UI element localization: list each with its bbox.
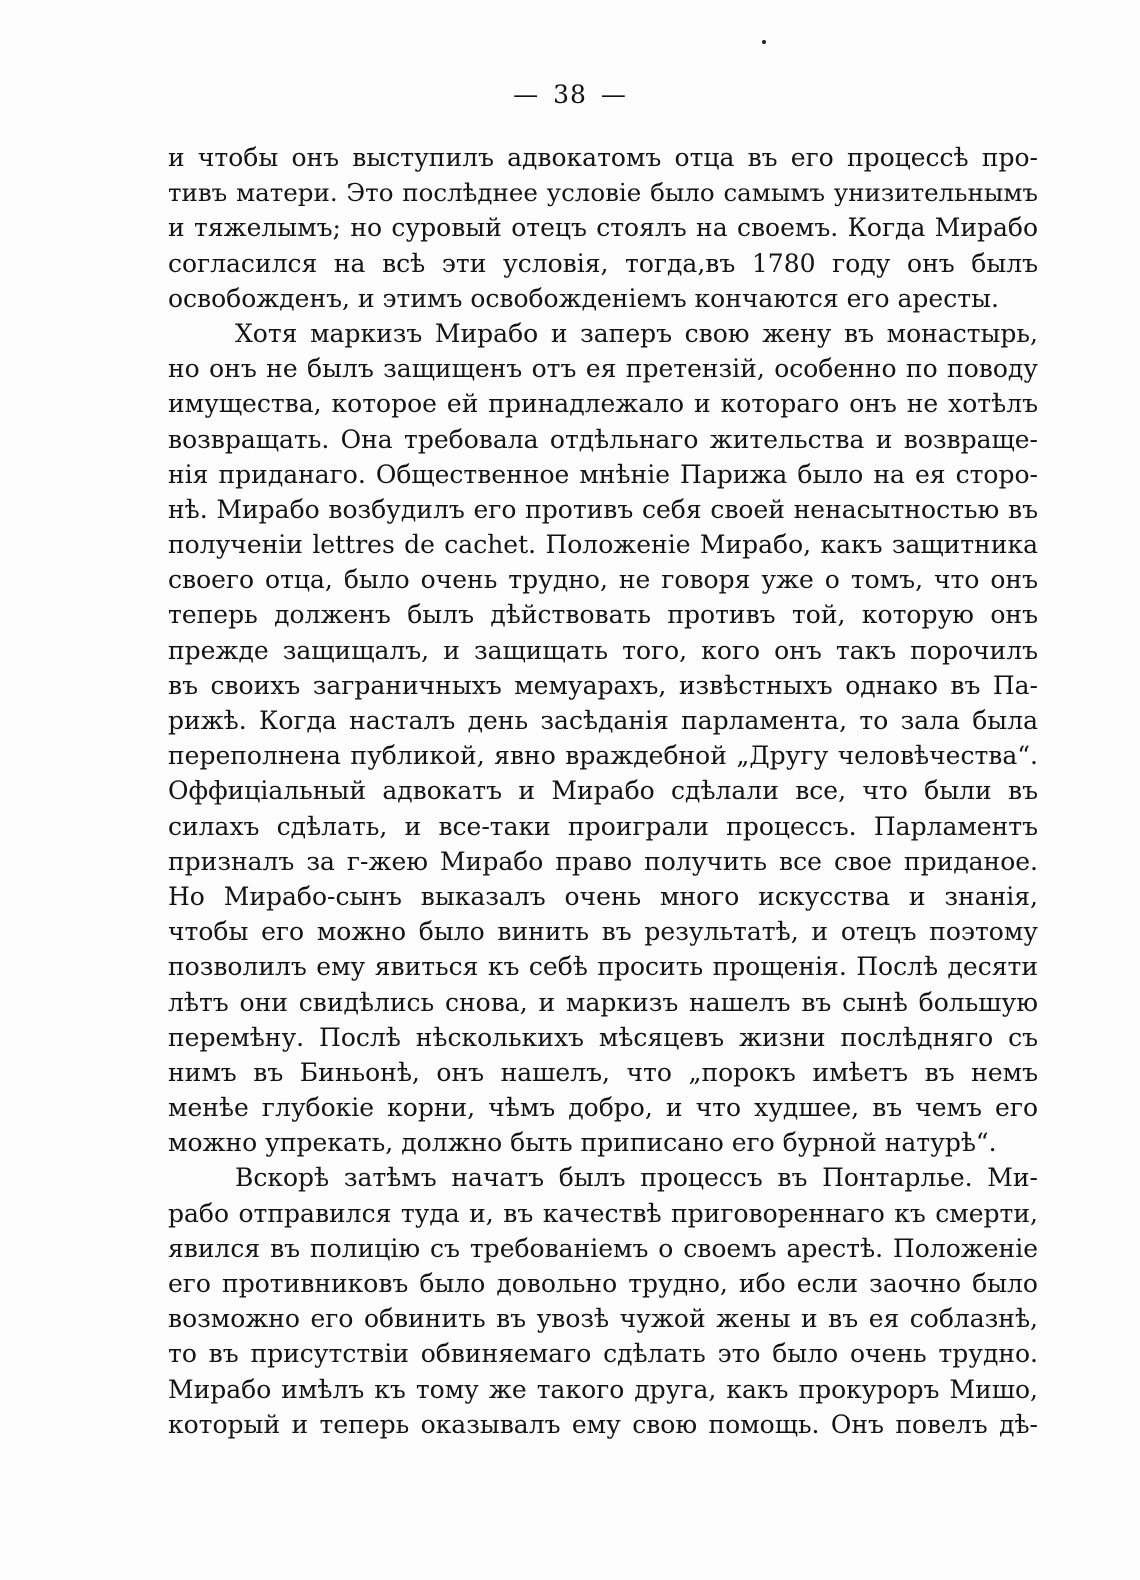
text-line: явился въ полицію съ требованіемъ о своемъ арестѣ. Положеніе	[168, 1233, 1038, 1263]
text-line: полученіи lettres de cachet. Положеніе Мирабо, какъ защитника	[168, 530, 1038, 560]
text-line: то въ присутствіи обвиняемаго сдѣлать это было очень трудно.	[168, 1339, 1038, 1369]
text-line: рижѣ. Когда насталъ день засѣданія парламента, то зала была	[168, 706, 1038, 735]
text-line: его противниковъ было довольно трудно, ибо если заочно было	[168, 1269, 1038, 1298]
text-line: освобожденъ, и этимъ освобожденіемъ кончаются его аресты.	[168, 283, 999, 313]
text-line: нѣ. Мирабо возбудилъ его противъ себя своей ненасытностью въ	[168, 494, 1038, 524]
text-line: который и теперь оказывалъ ему свою помощь. Онъ повелъ дѣ-	[168, 1409, 1038, 1439]
text-line: но онъ не былъ защищенъ отъ ея претензій, особенно по поводу	[168, 354, 1038, 384]
page-number	[0, 80, 1140, 109]
text-line: и чтобы онъ выступилъ адвокатомъ отца въ его процессѣ про-	[168, 143, 1038, 172]
text-line: призналъ за г-жею Мирабо право получить все свое приданое.	[168, 846, 1038, 876]
text-line: тивъ матери. Это послѣднее условіе было самымъ унизительнымъ	[168, 178, 1038, 208]
text-line: своего отца, было очень трудно, не говоря уже о томъ, что онъ	[168, 565, 1038, 595]
text-line: менѣе глубокіе корни, чѣмъ добро, и что худшее, въ чемъ его	[168, 1093, 1038, 1123]
text-line: нимъ въ Биньонѣ, онъ нашелъ, что „порокъ имѣетъ въ немъ	[168, 1057, 1038, 1087]
text-line: прежде защищалъ, и защищать того, кого онъ такъ порочилъ	[168, 635, 1038, 665]
page-number-dash-left: —	[513, 80, 540, 109]
print-speck	[762, 40, 766, 44]
text-line: можно упрекать, должно быть приписано его бурной натурѣ“.	[168, 1128, 997, 1158]
text-line: Вскорѣ затѣмъ начатъ былъ процессъ въ Понтарлье. Ми-	[235, 1163, 1038, 1193]
page-number-value: 38	[553, 80, 587, 109]
body-text	[168, 140, 1038, 1442]
text-line: имущества, которое ей принадлежало и котораго онъ не хотѣлъ	[168, 389, 1038, 419]
text-line: теперь долженъ былъ дѣйствовать противъ той, которую онъ	[168, 600, 1038, 630]
text-line: возможно его обвинить въ увозѣ чужой жены и въ ея соблазнѣ,	[168, 1304, 1038, 1334]
page-number-dash-right: —	[600, 80, 627, 109]
text-line: рабо отправился туда и, въ качествѣ приговореннаго къ смерти,	[168, 1198, 1038, 1228]
text-line: Мирабо имѣлъ къ тому же такого друга, какъ прокуроръ Мишо,	[168, 1374, 1038, 1404]
paragraph	[168, 316, 1038, 1161]
text-line: согласился на всѣ эти условія, тогда,въ 1780 году онъ былъ	[168, 248, 1038, 278]
text-line: возвращать. Она требовала отдѣльнаго жительства и возвраще-	[168, 424, 1038, 454]
paragraph	[168, 1160, 1038, 1442]
text-line: Оффиціальный адвокатъ и Мирабо сдѣлали все, что были въ	[168, 776, 1038, 806]
text-line: въ своихъ заграничныхъ мемуарахъ, извѣстныхъ однако въ Па-	[168, 670, 1038, 700]
text-line: перемѣну. Послѣ нѣсколькихъ мѣсяцевъ жизни послѣдняго съ	[168, 1022, 1038, 1052]
text-line: силахъ сдѣлать, и все-таки проиграли процессъ. Парламентъ	[168, 811, 1038, 841]
text-line: лѣтъ они свидѣлись снова, и маркизъ нашелъ въ сынѣ большую	[168, 987, 1038, 1017]
text-line: нія приданаго. Общественное мнѣніе Парижа было на ея сторо-	[168, 459, 1038, 489]
text-line: позволилъ ему явиться къ себѣ просить прощенія. Послѣ десяти	[168, 952, 1038, 982]
text-line: переполнена публикой, явно враждебной „Другу человѣчества“.	[168, 741, 1038, 771]
text-line: Хотя маркизъ Мирабо и заперъ свою жену въ монастырь,	[235, 318, 1038, 348]
text-line: и тяжелымъ; но суровый отецъ стоялъ на своемъ. Когда Мирабо	[168, 213, 1038, 243]
paragraph	[168, 140, 1038, 316]
text-line: Но Мирабо-сынъ выказалъ очень много искусства и знанія,	[168, 881, 1038, 911]
text-line: чтобы его можно было винить въ результатѣ, и отецъ поэтому	[168, 917, 1038, 947]
